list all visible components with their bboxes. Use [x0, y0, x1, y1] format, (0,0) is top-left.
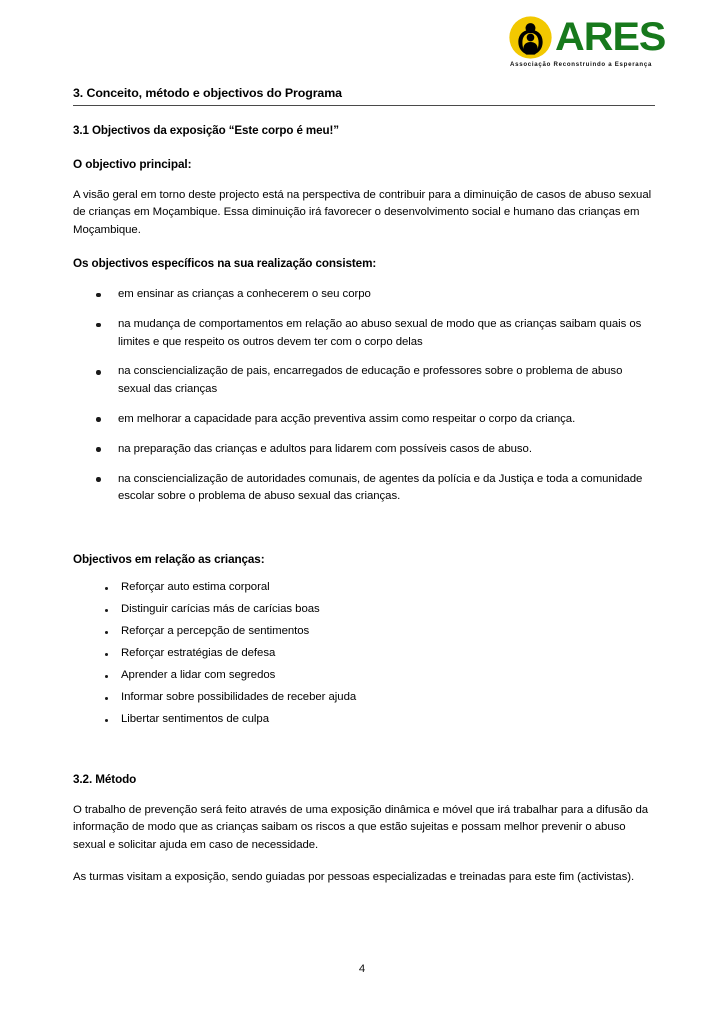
list-item: Reforçar auto estima corporal — [73, 579, 655, 596]
title-divider — [73, 105, 655, 106]
list-item: em melhorar a capacidade para acção preventiva assim como respeitar o corpo da criança. — [73, 411, 655, 428]
list-item: na preparação das crianças e adultos para lidarem com possíveis casos de abuso. — [73, 441, 655, 458]
subsection-3-1-heading: 3.1 Objectivos da exposição “Este corpo é meu!” — [73, 124, 339, 137]
section-spacer — [73, 729, 655, 755]
list-item: Libertar sentimentos de culpa — [73, 711, 655, 728]
subsection-3-2-heading: 3.2. Método — [73, 772, 137, 786]
list-item: na consciencialização de pais, encarregados de educação e professores sobre o problema de abuso sexual das crianças — [73, 363, 655, 398]
document-content — [73, 86, 655, 886]
children-objectives-list — [73, 579, 655, 728]
ares-emblem-icon — [508, 15, 553, 60]
main-objective-paragraph: A visão geral em torno deste projecto está na perspectiva de contribuir para a diminuição de casos de abuso sexual de crianças em Moçambique. Essa diminuição irá favorecer o desenvolvimento social e humano das crianças em Moçambique. — [73, 189, 652, 236]
logo-wordmark: ARES — [555, 15, 666, 59]
list-item: Distinguir carícias más de carícias boas — [73, 601, 655, 618]
section-title: 3. Conceito, método e objectivos do Programa — [73, 86, 342, 100]
specific-objectives-list — [73, 286, 655, 505]
ares-logo — [508, 14, 678, 72]
children-objectives-heading: Objectivos em relação as crianças: — [73, 553, 265, 567]
list-item: Reforçar a percepção de sentimentos — [73, 623, 655, 640]
list-item: na mudança de comportamentos em relação ao abuso sexual de modo que as crianças saibam quais os limites e que respeito os outros devem ter com o corpo delas — [73, 316, 655, 351]
list-item: Informar sobre possibilidades de receber ajuda — [73, 689, 655, 706]
logo-tagline: Associação Reconstruindo a Esperança — [510, 61, 653, 68]
main-objective-heading: O objectivo principal: — [73, 157, 192, 171]
specific-objectives-heading: Os objectivos específicos na sua realização consistem: — [73, 257, 377, 271]
list-item: Aprender a lidar com segredos — [73, 667, 655, 684]
list-item: na consciencialização de autoridades comunais, de agentes da polícia e da Justiça e toda a comunidade escolar sobre o problema de abuso sexual das crianças. — [73, 471, 655, 506]
method-paragraph-2: As turmas visitam a exposição, sendo guiadas por pessoas especializadas e treinadas para este fim (activistas). — [73, 871, 635, 883]
page-number: 4 — [358, 963, 366, 975]
list-item: em ensinar as crianças a conhecerem o seu corpo — [73, 286, 655, 303]
method-paragraph-1: O trabalho de prevenção será feito através de uma exposição dinâmica e móvel que irá trabalhar para a difusão da informação de modo que as crianças saibam os riscos a que estão sujeitas e possam melhor prevenir o abuso sexual e solicitar ajuda em caso de necessidade. — [73, 803, 649, 851]
section-spacer — [73, 505, 655, 535]
logo-row — [508, 14, 678, 60]
list-item: Reforçar estratégias de defesa — [73, 645, 655, 662]
